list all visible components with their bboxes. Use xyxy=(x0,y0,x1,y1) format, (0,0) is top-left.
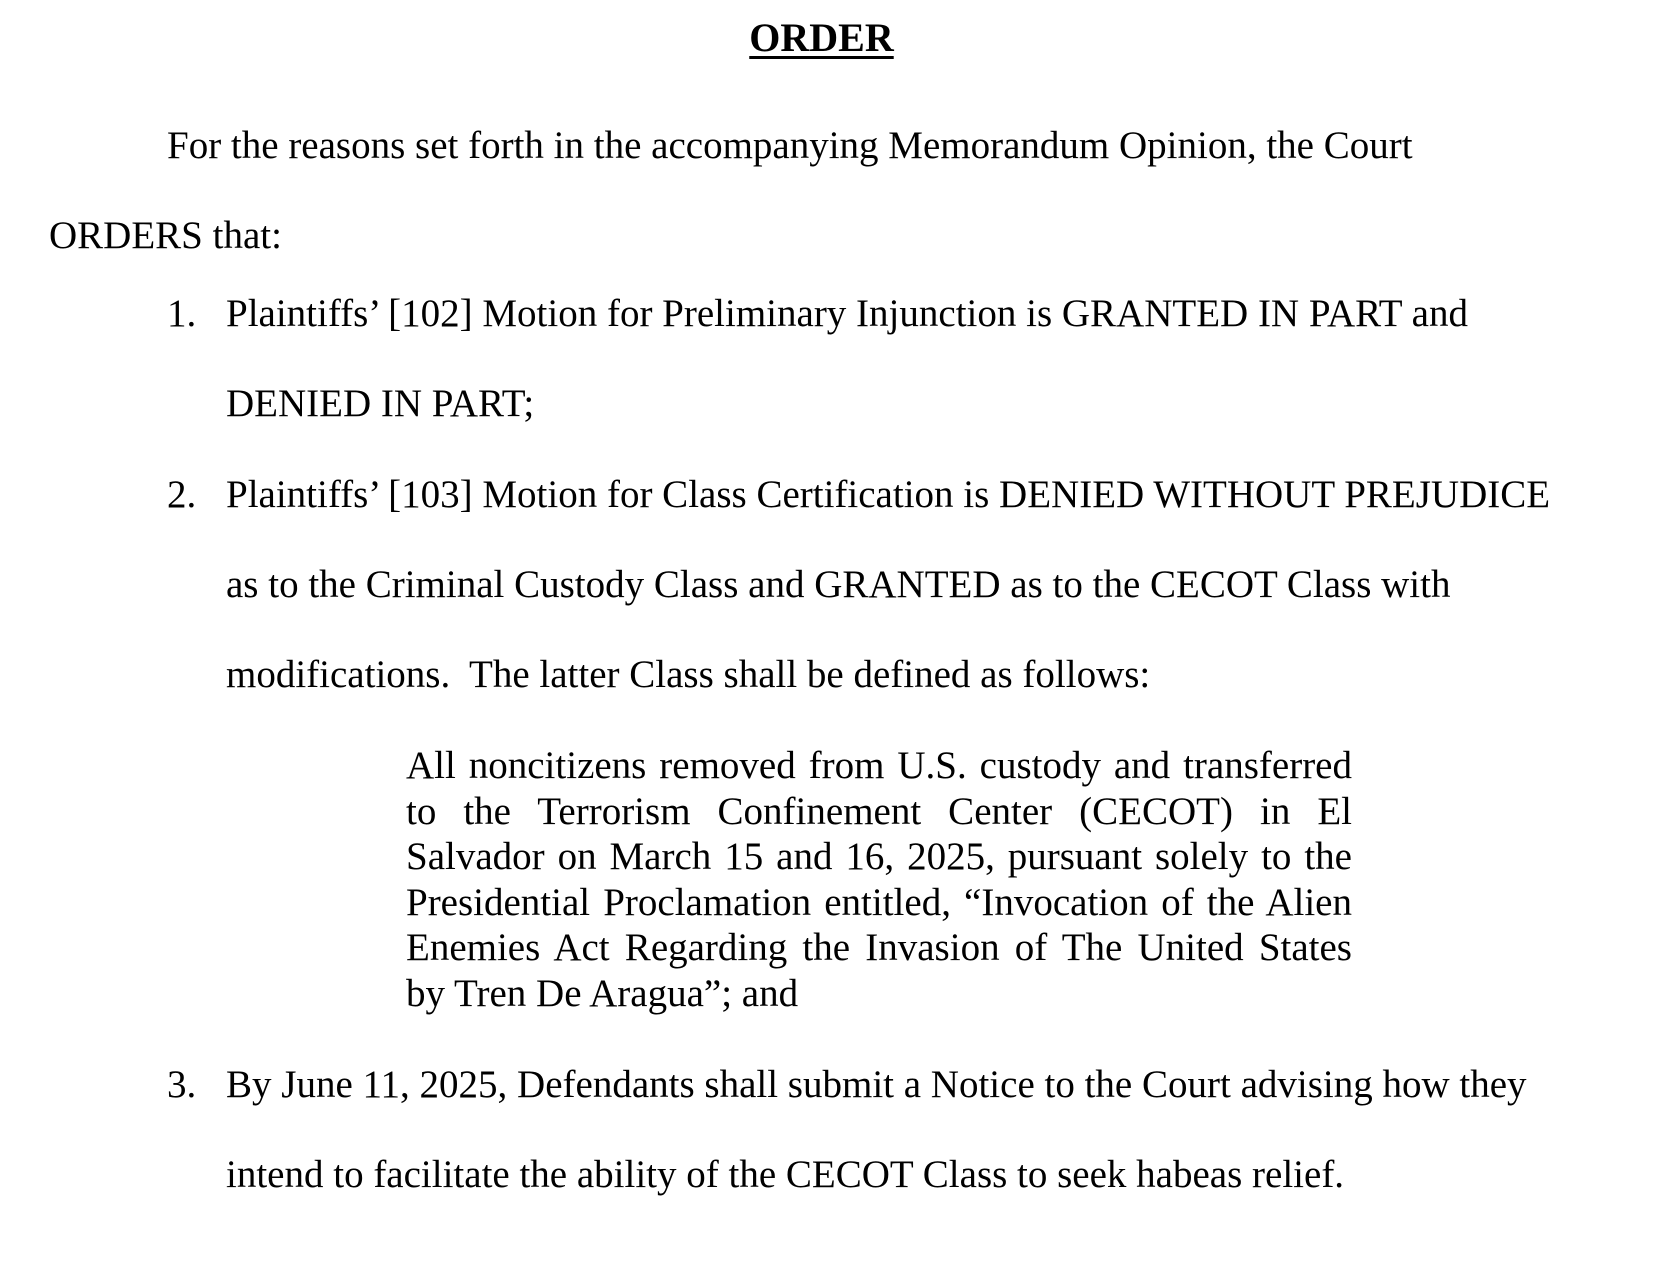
order-item-text: Plaintiffs’ [103] Motion for Class Certification is DENIED WITHOUT PREJUDICE as to the Criminal Custody Class and GRANTED as to the CECOT Class with modifications. The latter Class shall be defined as follows: xyxy=(226,473,1560,696)
document-title: ORDER xyxy=(749,15,894,60)
order-item-2 xyxy=(167,450,1587,720)
class-definition-blockquote: All noncitizens removed from U.S. custody and transferred to the Terrorism Confinement Center (CECOT) in El Salvador on March 15 and 16, 2025, pursuant solely to the Presidential Proclamation entitled, “Invocation of the Alien Enemies Act Regarding the Invasion of The United States by Tren De Aragua”; and xyxy=(406,744,1352,1015)
order-item-3 xyxy=(167,1040,1587,1220)
order-item-number: 3. xyxy=(167,1063,197,1106)
intro-paragraph: For the reasons set forth in the accompanying Memorandum Opinion, the Court ORDERS that: xyxy=(49,124,1413,257)
order-item-text: Plaintiffs’ [102] Motion for Preliminary Injunction is GRANTED IN PART and DENIED IN PART; xyxy=(226,292,1468,425)
order-item-number: 2. xyxy=(167,473,197,516)
order-item-text: By June 11, 2025, Defendants shall submit a Notice to the Court advising how they intend to facilitate the ability of the CECOT Class to seek habeas relief. xyxy=(226,1063,1527,1196)
order-item-number: 1. xyxy=(167,292,197,335)
order-item-1 xyxy=(167,269,1587,449)
